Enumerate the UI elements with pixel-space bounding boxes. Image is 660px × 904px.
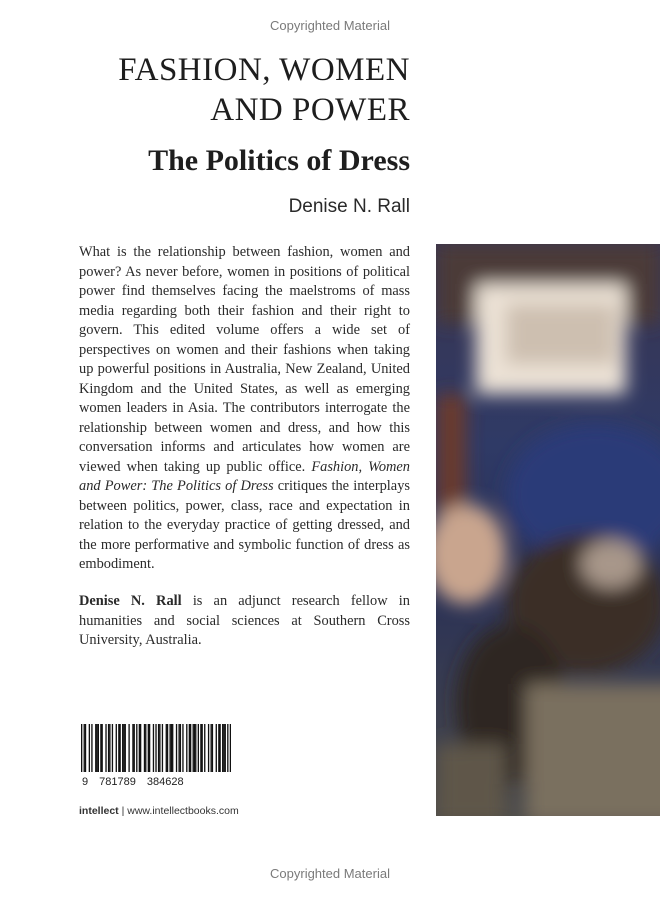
barcode-bar bbox=[219, 724, 220, 772]
photo-hair-highlight bbox=[581, 540, 641, 588]
barcode-bar bbox=[109, 724, 110, 772]
author-bio bbox=[79, 592, 410, 651]
barcode-bar bbox=[102, 724, 103, 772]
barcode-bar bbox=[230, 724, 231, 772]
book-title-line-2: AND POWER bbox=[210, 92, 410, 128]
photo-warm-edge bbox=[436, 394, 466, 514]
barcode-bar bbox=[123, 724, 124, 772]
barcode-bar bbox=[119, 724, 120, 772]
barcode-bar bbox=[132, 724, 133, 772]
barcode-bar bbox=[118, 724, 119, 772]
barcode-bar bbox=[105, 724, 106, 772]
barcode-bar bbox=[98, 724, 99, 772]
barcode-bar bbox=[200, 724, 201, 772]
barcode-bar bbox=[89, 724, 90, 772]
barcode-bar bbox=[140, 724, 141, 772]
barcode-bar bbox=[202, 724, 203, 772]
barcode-bar bbox=[148, 724, 149, 772]
barcode-bar bbox=[84, 724, 85, 772]
barcode-bar bbox=[149, 724, 150, 772]
publisher-separator: | bbox=[121, 805, 125, 817]
publisher-website[interactable]: www.intellectbooks.com bbox=[127, 805, 239, 817]
publisher-line bbox=[79, 805, 239, 817]
barcode-bar bbox=[222, 724, 223, 772]
barcode-bar bbox=[198, 724, 199, 772]
photo-jacket bbox=[526, 684, 660, 816]
barcode-bar bbox=[216, 724, 217, 772]
author-bio-text: is an adjunct research fellow in humanities and social sciences at Southern Cross University, Australia. bbox=[79, 593, 410, 648]
barcode-bar bbox=[144, 724, 145, 772]
description-text-1: What is the relationship between fashion, women and power? As never before, women in positions of political power find themselves facing the maelstroms of mass media regarding both their fashion and their right to govern. This edited volume offers a wide set of perspectives on women and their fashions when taking up powerful positions in Australia, New Zealand, United Kingdom and the United States, as well as emerging women leaders in Asia. The contributors interrogate the relationship between women and dress, and how this conversation informs and articulates how women are viewed when taking up public office. bbox=[79, 244, 410, 475]
description-text-2: critiques the interplays between politics, power, class, race and expectation in relation to the everyday practice of getting dressed, and the more performative and symbolic function of dress as embodiment. bbox=[79, 478, 410, 572]
book-title-line-1: FASHION, WOMEN bbox=[118, 52, 410, 88]
barcode-bar bbox=[155, 724, 156, 772]
barcode-bar bbox=[189, 724, 190, 772]
barcode-bar bbox=[176, 724, 177, 772]
barcode-bar bbox=[210, 724, 211, 772]
barcode-bar bbox=[100, 724, 101, 772]
barcode-bar bbox=[139, 724, 140, 772]
barcode bbox=[81, 724, 231, 772]
barcode-bar bbox=[180, 724, 181, 772]
barcode-bar bbox=[225, 724, 226, 772]
watermark-bottom: Copyrighted Material bbox=[270, 866, 390, 881]
barcode-bar bbox=[212, 724, 213, 772]
barcode-bar bbox=[96, 724, 97, 772]
barcode-bar bbox=[159, 724, 160, 772]
barcode-bar bbox=[136, 724, 137, 772]
barcode-bar bbox=[194, 724, 195, 772]
cover-photo-image bbox=[436, 244, 660, 816]
barcode-bar bbox=[172, 724, 173, 772]
barcode-bar bbox=[167, 724, 168, 772]
barcode-bar bbox=[195, 724, 196, 772]
barcode-bar bbox=[162, 724, 163, 772]
barcode-bar bbox=[81, 724, 82, 772]
cover-photo bbox=[436, 244, 660, 816]
barcode-bar bbox=[182, 724, 183, 772]
book-subtitle: The Politics of Dress bbox=[148, 144, 410, 177]
barcode-bar bbox=[190, 724, 191, 772]
barcode-bar bbox=[208, 724, 209, 772]
barcode-bar bbox=[223, 724, 224, 772]
barcode-bar bbox=[95, 724, 96, 772]
author-bio-name: Denise N. Rall bbox=[79, 593, 182, 609]
barcode-bar bbox=[112, 724, 113, 772]
barcode-bar bbox=[108, 724, 109, 772]
barcode-bar bbox=[178, 724, 179, 772]
barcode-bar bbox=[193, 724, 194, 772]
barcode-bar bbox=[171, 724, 172, 772]
barcode-bar bbox=[153, 724, 154, 772]
barcode-bar bbox=[125, 724, 126, 772]
barcode-bar bbox=[227, 724, 228, 772]
barcode-bar bbox=[85, 724, 86, 772]
barcode-bar bbox=[145, 724, 146, 772]
author-name: Denise N. Rall bbox=[288, 196, 410, 217]
barcode-number: 9 781789 384628 bbox=[82, 776, 184, 788]
barcode-bar bbox=[134, 724, 135, 772]
barcode-bar bbox=[158, 724, 159, 772]
watermark-top: Copyrighted Material bbox=[270, 18, 390, 33]
publisher-name: intellect bbox=[79, 805, 119, 817]
book-description bbox=[79, 243, 410, 575]
barcode-bar bbox=[204, 724, 205, 772]
barcode-bar bbox=[166, 724, 167, 772]
photo-light-shadow bbox=[506, 304, 616, 364]
barcode-bar bbox=[122, 724, 123, 772]
barcode-bar bbox=[186, 724, 187, 772]
barcode-bar bbox=[116, 724, 117, 772]
barcode-bar bbox=[218, 724, 219, 772]
description-italic-title: Fashion, Women and Power: The Politics of Dress bbox=[79, 458, 410, 494]
barcode-bar bbox=[91, 724, 92, 772]
photo-jacket-left bbox=[436, 744, 506, 816]
barcode-bar bbox=[128, 724, 129, 772]
barcode-bar bbox=[169, 724, 170, 772]
